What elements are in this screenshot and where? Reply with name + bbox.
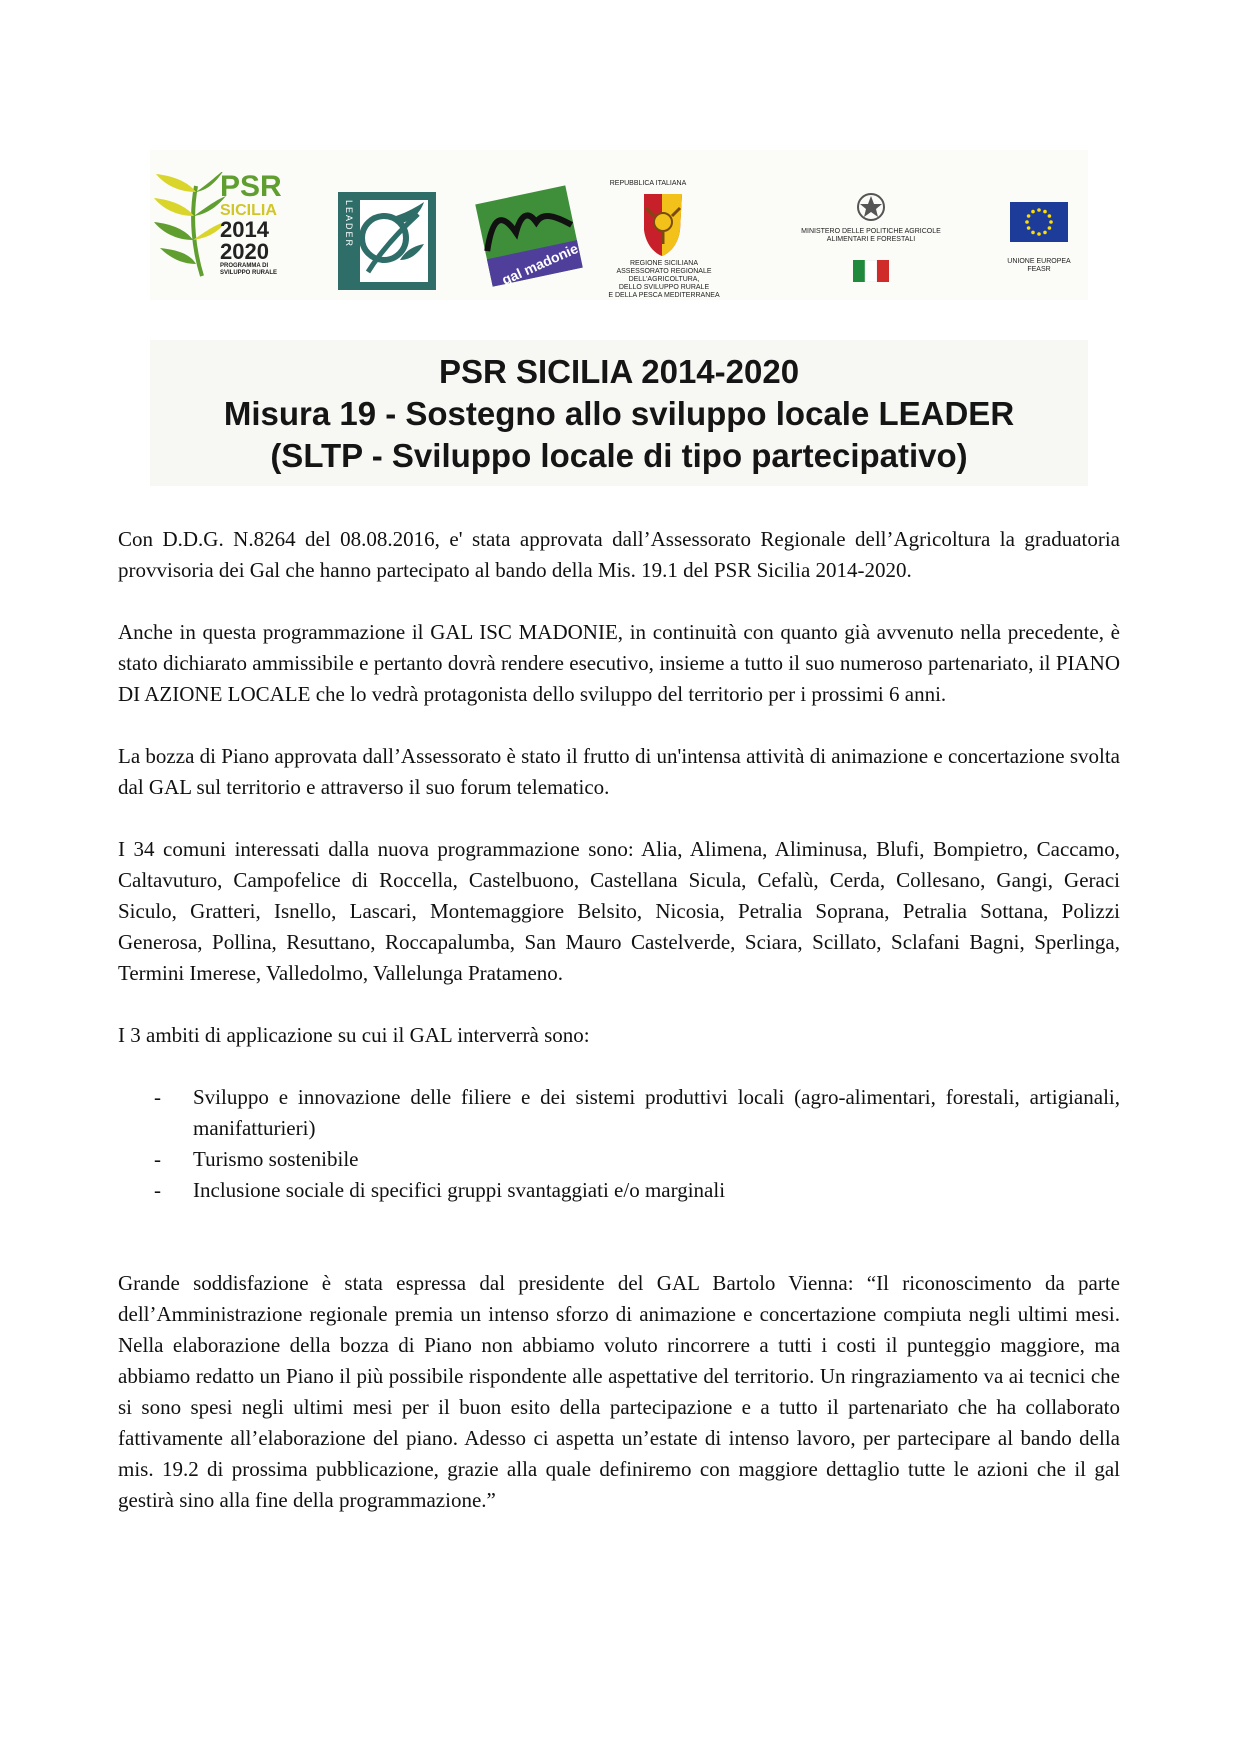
gal-madonie-logo bbox=[473, 180, 585, 292]
repubblica-emblem-icon bbox=[786, 190, 956, 224]
psr-line-2: SICILIA bbox=[220, 202, 277, 219]
paragraph-presidente-quote: Grande soddisfazione è stata espressa dal presidente del GAL Bartolo Vienna: “Il riconoscimento da parte dell’Amministrazione regionale premia un intenso sforzo di animazione e concertazione compiuta negli ultimi mesi. Nella elaborazione della bozza di Piano non abbiamo voluto rincorrere a tutti i costi il punteggio maggiore, ma abbiamo redatto un Piano il più possibile rispondente alle aspettative del territorio. Un ringraziamento va ai tecnici che si sono spesi negli ultimi mesi per il buon esito della partecipazione e a tutto il partenariato che ha collaborato fattivamente all’elaborazione del piano. Adesso ci aspetta un’estate di intenso lavoro, per partecipare al bando della mis. 19.2 di prossima pubblicazione, grazie alla quale definiremo con maggiore dettaglio tutte le azioni che il gal gestirà sino alla fine della programmazione.” bbox=[118, 1271, 1120, 1512]
regione-caption-5: E DELLA PESCA MEDITERRANEA bbox=[608, 292, 720, 299]
title-line-1: PSR SICILIA 2014-2020 bbox=[438, 353, 800, 390]
list-marker: - bbox=[154, 1085, 161, 1109]
paragraph-gal-isc-madonie: Anche in questa programmazione il GAL ISC MADONIE, in continuità con quanto già avvenuto nella precedente, è stato dichiarato ammissibile e pertanto dovrà rendere esecutivo, insieme a tutto il suo numeroso partenariato, il PIANO DI AZIONE LOCALE che lo vedrà protagonista dello sviluppo del territorio per i prossimi 6 anni. bbox=[118, 620, 1120, 706]
logo-strip bbox=[150, 150, 1088, 300]
ue-line-2: FEASR bbox=[1027, 266, 1051, 273]
list-item-text: Inclusione sociale di specifici gruppi svantaggiati e/o marginali bbox=[193, 1178, 726, 1202]
psr-line-1: PSR bbox=[220, 170, 282, 203]
title-block bbox=[150, 340, 1088, 486]
list-item bbox=[118, 1175, 1120, 1206]
paragraph-approval: Con D.D.G. N.8264 del 08.08.2016, e' stata approvata dall’Assessorato Regionale dell’Agricoltura la graduatoria provvisoria dei Gal che hanno partecipato al bando della Mis. 19.1 del PSR Sicilia 2014-2020. bbox=[118, 527, 1120, 582]
regione-caption-1: REGIONE SICILIANA bbox=[629, 260, 699, 267]
psr-sicilia-logo bbox=[150, 172, 290, 280]
regione-siciliana-logo bbox=[608, 180, 758, 302]
list-marker: - bbox=[154, 1147, 161, 1171]
leader-logo bbox=[338, 192, 436, 290]
ue-line-1: UNIONE EUROPEA bbox=[1007, 258, 1071, 265]
leader-vertical-text: LEADER bbox=[344, 200, 354, 249]
list-item-text: Sviluppo e innovazione delle filiere e dei sistemi produttivi locali (agro-alimentari, forestali, artigianali, manifatturieri) bbox=[193, 1085, 1120, 1140]
paragraph-ambiti-intro: I 3 ambiti di applicazione su cui il GAL interverrà sono: bbox=[118, 1023, 590, 1047]
list-item-text: Turismo sostenibile bbox=[193, 1147, 359, 1171]
regione-top: REPUBBLICA ITALIANA bbox=[609, 180, 687, 187]
psr-line-3: 2014 bbox=[220, 217, 269, 242]
ministero-line-2: ALIMENTARI E FORESTALI bbox=[826, 236, 916, 243]
unione-europea-logo bbox=[990, 202, 1088, 294]
list-item bbox=[118, 1144, 1120, 1175]
eu-flag-icon bbox=[1010, 202, 1068, 242]
psr-caption: PROGRAMMA DI SVILUPPO RURALE bbox=[220, 263, 278, 276]
title-line-3: (SLTP - Sviluppo locale di tipo partecipativo) bbox=[270, 437, 968, 474]
list-marker: - bbox=[154, 1178, 161, 1202]
trinacria-icon bbox=[608, 190, 758, 260]
leader-emblem-icon bbox=[338, 192, 436, 290]
psr-text bbox=[220, 172, 290, 277]
italy-flag-icon bbox=[853, 260, 889, 282]
spacer bbox=[118, 1237, 1120, 1268]
regione-caption bbox=[608, 260, 720, 300]
gal-madonie-text: gal madonie bbox=[499, 240, 581, 288]
paragraph-bozza-piano: La bozza di Piano approvata dall’Assessorato è stato il frutto di un'intensa attività di animazione e concertazione svolta dal GAL sul territorio e attraverso il suo forum telematico. bbox=[118, 744, 1120, 799]
ue-text bbox=[990, 258, 1088, 274]
ministero-line-1: MINISTERO DELLE POLITICHE AGRICOLE bbox=[801, 228, 941, 235]
regione-caption-3: DELL'AGRICOLTURA, bbox=[628, 276, 700, 283]
regione-caption-2: ASSESSORATO REGIONALE bbox=[616, 268, 712, 275]
article-body bbox=[118, 524, 1120, 1516]
ministero-logo bbox=[786, 190, 956, 290]
paragraph-comuni: I 34 comuni interessati dalla nuova programmazione sono: Alia, Alimena, Aliminusa, Blufi, Bompietro, Caccamo, Caltavuturo, Campofelice di Roccella, Castelbuono, Castellana Sicula, Cefalù, Cerda, Collesano, Gangi, Geraci Siculo, Gratteri, Isnello, Lascari, Montemaggiore Belsito, Nicosia, Petralia Soprana, Petralia Sottana, Polizzi Generosa, Pollina, Resuttano, Roccapalumba, San Mauro Castelverde, Sciara, Scillato, Sclafani Bagni, Sperlinga, Termini Imerese, Valledolmo, Vallelunga Pratameno. bbox=[118, 837, 1120, 985]
ambiti-list bbox=[118, 1082, 1120, 1206]
regione-caption-4: DELLO SVILUPPO RURALE bbox=[618, 284, 710, 291]
ministero-text bbox=[786, 228, 956, 244]
psr-line-4: 2020 bbox=[220, 239, 269, 264]
title-line-2: Misura 19 - Sostegno allo sviluppo locale LEADER bbox=[223, 395, 1015, 432]
list-item bbox=[118, 1082, 1120, 1144]
